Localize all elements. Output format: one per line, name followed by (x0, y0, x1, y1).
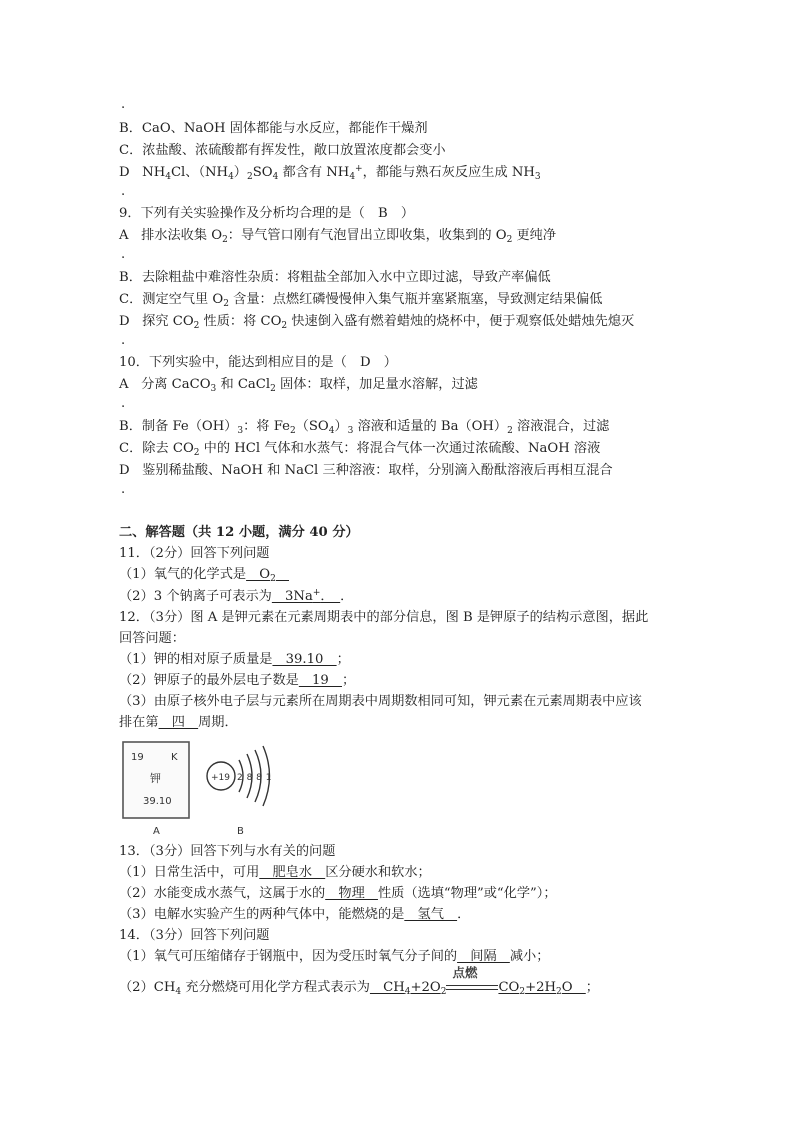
q13-stem: 13．（3分）回答下列与水有关的问题 (119, 844, 336, 859)
equation-answer: $CH_4+2O_2$ 点燃 $CO_2+2H_2O$ (369, 964, 586, 997)
q8-option-c: C．浓盐酸、浓硫酸都有挥发性，敞口放置浓度都会变小 (119, 143, 446, 158)
reaction-condition: 点燃 (452, 964, 478, 980)
q12-part3-line2: 排在第 四 周期． (119, 715, 238, 730)
line-dot: . (121, 396, 126, 411)
atomic-mass: 39.10 (143, 796, 172, 807)
q12-stem-line1: 12．（3分）图 A 是钾元素在元素周期表中的部分信息，图 B 是钾原子的结构示意图，据此 (119, 610, 649, 625)
line-dot: . (121, 247, 126, 262)
q12-part1: （1）钾的相对原子质量是 39.10 ； (119, 652, 350, 667)
q13-part1: （1）日常生活中，可用 肥皂水 区分硬水和软水； (119, 865, 431, 880)
q9-option-d: D 探究 $CO_2$ 性质：将 $CO_2$ 快速倒入盛有燃着蜡烛的烧杯中，便于观察低处蜡烛先熄灭 (119, 314, 635, 331)
q8-option-d: D $NH_4Cl$、$(NH_4)_2SO_4$ 都含有 $NH_4^+$，都能与熟石灰反应生成 $NH_3$ (119, 164, 541, 182)
q9-stem: 9．下列有关实验操作及分析均合理的是（ B ） (119, 206, 415, 221)
q8-option-b: B．CaO、NaOH 固体都能与水反应，都能作干燥剂 (119, 121, 428, 136)
q9-option-a: A 排水法收集 $O_2$：导气管口刚有气泡冒出立即收集，收集到的 $O_2$ 更纯净 (119, 228, 557, 245)
line-dot: . (121, 184, 126, 199)
answer-blank: $O_2$ (246, 567, 276, 584)
q12-part3-line1: （3）由原子核外电子层与元素所在周期表中周期数相同可知，钾元素在元素周期表中应该 (119, 694, 642, 709)
q14-stem: 14．（3分）回答下列问题 (119, 928, 270, 943)
element-cell-figure-a (123, 742, 189, 836)
q14-part2: $(2)CH_4$ 充分燃烧可用化学方程式表示为 $CH_4+2O_2$ 点燃 $CO_2+2H_2O$ ； (119, 964, 599, 997)
q10-stem: 10．下列实验中，能达到相应目的是（ D ） (119, 355, 397, 370)
q11-part2: （2）3 个钠离子可表示为 3Na+． ． (119, 588, 354, 604)
atom-structure-figure-b (207, 746, 272, 836)
figure-label-a: A (153, 826, 160, 836)
atomic-number: 19 (131, 752, 144, 763)
q14-part1: （1）氧气可压缩储存于钢瓶中，因为受压时氧气分子间的 间隔 减小； (119, 949, 550, 964)
q11-part1: （1）氧气的化学式是 $O_2$ (119, 567, 289, 583)
line-dot: . (121, 333, 126, 348)
element-symbol: K (171, 752, 178, 763)
q10-option-b: B．制备 $Fe(OH)_3$：将 $Fe_2(SO_4)_3$ 溶液和适量的 $Ba(OH)_2$ 溶液混合，过滤 (119, 419, 610, 436)
nucleus-charge: +19 (211, 773, 230, 783)
potassium-figure (119, 738, 279, 836)
q11-stem: 11．（2分）回答下列问题 (119, 546, 270, 561)
q10-option-a: A 分离 CaCO$_3$ 和 CaCl$_2$ 固体：取样，加足量水溶解，过滤 (119, 377, 478, 394)
q12-part2: （2）钾原子的最外层电子数是 19 ； (119, 673, 356, 688)
answer-blank: 3Na+． (271, 588, 341, 604)
q10-option-d: D 鉴别稀盐酸、NaOH 和 NaCl 三种溶液：取样，分别滴入酚酞溶液后再相互混合 (119, 463, 613, 478)
q9-option-c: C．测定空气里 $O_2$ 含量：点燃红磷慢慢伸入集气瓶并塞紧瓶塞，导致测定结果偏低 (119, 292, 603, 309)
element-name: 钾 (150, 772, 161, 785)
line-dot: . (121, 482, 126, 497)
q10-option-c: C．除去 $CO_2$ 中的 HCl 气体和水蒸气：将混合气体一次通过浓硫酸、NaOH 溶液 (119, 441, 601, 458)
q12-stem-line2: 回答问题： (119, 631, 185, 646)
section-heading: 二、解答题（共 12 小题，满分 40 分） (119, 525, 359, 540)
line-dot: . (121, 97, 126, 112)
q9-option-b: B．去除粗盐中难溶性杂质：将粗盐全部加入水中立即过滤，导致产率偏低 (119, 270, 551, 285)
electron-shells: 2 8 8 1 (237, 773, 272, 783)
figure-label-b: B (237, 826, 244, 836)
q13-part2: （2）水能变成水蒸气，这属于水的 物理 性质（选填“物理”或“化学”）； (119, 886, 557, 901)
reaction-arrow (446, 964, 498, 994)
q13-part3: （3）电解水实验产生的两种气体中，能燃烧的是 氢气 ． (119, 907, 471, 922)
